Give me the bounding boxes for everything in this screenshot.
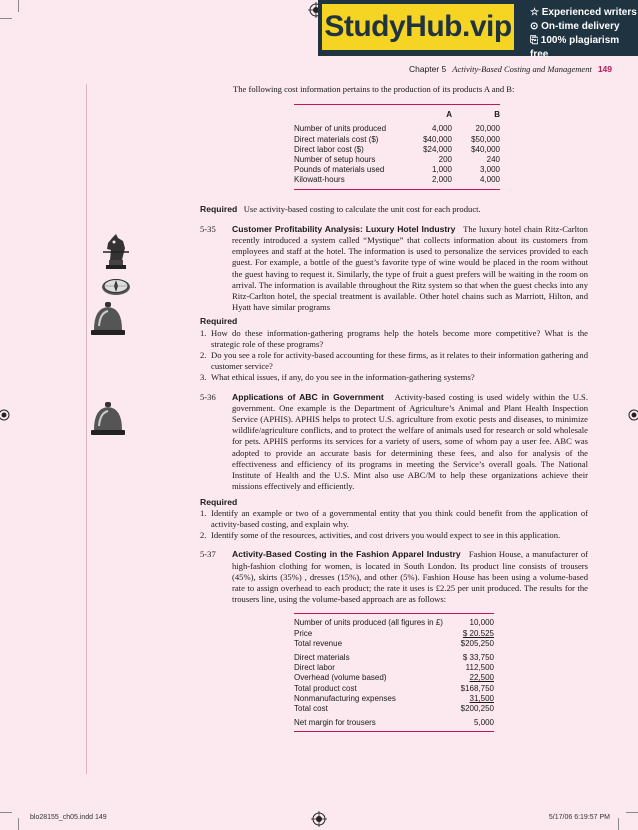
required-line [200, 204, 588, 215]
list-item: 1. How do these information-gathering programs help the hotels become more competitive? What is the strategic role of these programs? [200, 327, 588, 349]
table-row [294, 175, 500, 185]
slug-timestamp: 5/17/06 6:19:57 PM [548, 814, 610, 821]
table-row [294, 145, 500, 155]
studyhub-banner[interactable] [318, 0, 638, 60]
cell-a: 2,000 [431, 175, 452, 185]
table-header-row [294, 110, 500, 120]
crop-mark [626, 812, 638, 813]
table-rule [294, 613, 494, 614]
table-rule [294, 104, 500, 105]
brand-logo[interactable]: StudyHub.vip [322, 4, 514, 50]
compass-icon [100, 275, 132, 297]
cost-table-a-b [294, 104, 500, 189]
crop-mark [618, 818, 619, 830]
problem-number: 5-35 [200, 223, 216, 234]
service-bell-icon [90, 300, 126, 338]
list-item: 1. Identify an example or two of a governmental entity that you think could benefit from the application of activity-based costing, and explain why. [200, 507, 588, 529]
list-item: 2. Identify some of the resources, activities, and cost drivers you would expect to see in this application. [200, 530, 561, 541]
feature-list [530, 6, 638, 62]
column-header: B [494, 110, 500, 120]
cell-a: 200 [438, 155, 452, 165]
trousers-cost-table [294, 613, 494, 732]
slug-filename: blo28155_ch05.indd 149 [30, 814, 107, 821]
cell-b: 3,000 [479, 165, 500, 175]
table-row: Direct labor 112,500 [294, 663, 494, 673]
cell-b: $50,000 [471, 134, 500, 144]
table-row: Nonmanufacturing expenses 31,500 [294, 693, 494, 703]
problem-title: Applications of ABC in Government [232, 391, 384, 402]
row-label: Number of setup hours [294, 155, 376, 165]
cell-a: $24,000 [423, 144, 452, 154]
page-number: 149 [597, 64, 612, 74]
running-head [409, 64, 612, 74]
list-item: 3. What ethical issues, if any, do you see in the information-gathering systems? [200, 372, 475, 383]
cell-a: 4,000 [431, 124, 452, 134]
question-list [200, 508, 588, 542]
crop-mark [18, 0, 19, 12]
table-row [294, 124, 500, 134]
row-label: Kilowatt-hours [294, 175, 345, 185]
table-row: Net margin for trousers 5,000 [294, 718, 494, 728]
chapter-title: Activity-Based Costing and Management [452, 64, 592, 74]
table-row: Direct materials $ 33,750 [294, 652, 494, 662]
cell-b: 240 [486, 155, 500, 165]
row-label: Pounds of materials used [294, 165, 385, 175]
feature-item: ⊙ On-time delivery [530, 21, 620, 32]
table-rule [294, 189, 500, 190]
row-label: Direct materials cost ($) [294, 134, 379, 144]
problem-5-37 [200, 549, 588, 605]
row-label: Direct labor cost ($) [294, 144, 364, 154]
registration-mark-icon [624, 407, 638, 423]
crop-mark [18, 818, 19, 830]
print-slug [30, 814, 610, 821]
required-heading: Required [200, 496, 238, 507]
cell-a: 1,000 [431, 165, 452, 175]
cell-b: $40,000 [471, 144, 500, 154]
table-row [294, 155, 500, 165]
crop-mark [0, 812, 12, 813]
feature-item: ⎘ 100% plagiarism free [530, 35, 620, 60]
required-heading: Required [200, 316, 238, 327]
required-text: Use activity-based costing to calculate the unit cost for each product. [243, 203, 481, 214]
table-row: Total cost $200,250 [294, 703, 494, 713]
intro-text: The following cost information pertains to the production of its products A and B: [233, 84, 515, 94]
table-row [294, 135, 500, 145]
page-body [200, 84, 588, 732]
table-row: Overhead (volume based) 22,500 [294, 673, 494, 683]
feature-item: ☆ Experienced writers [530, 7, 637, 18]
column-header: A [446, 110, 452, 120]
chess-knight-icon [100, 232, 132, 270]
cell-a: $40,000 [423, 134, 452, 144]
problem-number: 5-36 [200, 391, 216, 402]
problem-5-35 [200, 224, 588, 314]
registration-mark-icon [0, 407, 14, 423]
required-label: Required [200, 203, 238, 214]
table-row: Number of units produced (all figures in £) 10,000 [294, 618, 494, 628]
problem-text: Fashion House, a manufacturer of high-fashion clothing for women, is located in South London. Its product line consists of trousers (45%), skirts (35%) , dresses (15%), and other (5%). Fashion House has been using a volume-based rate to assign overhead to each product; the rate it uses is £2.25 per unit produced. The results for the trousers line, using the volume-based approach are as follows: [232, 549, 588, 605]
problem-text: Activity-based costing is used widely within the U.S. government. One example is the Department of Agriculture’s Animal and Plant Health Inspection Service (APHIS). APHIS helps to protect U.S. agriculture from exotic pests and diseases, to minimize wildlife/agriculture conflicts, and to protect the welfare of animals used for research or sold wholesale for pets. APHIS performs its services for a variety of users, some of whom pay a user fee. ABC was adopted to provide an accurate basis for determining these fees, and also for analysis of the effectiveness and efficiency of its programs in meeting the Service’s overall goals. The National Institute of Health and the U.S. Mint also use ABC/M to help these organizations achieve their missions effectively and efficiently. [232, 391, 588, 492]
table-rule [294, 731, 494, 732]
table-row: Total revenue $205,250 [294, 638, 494, 648]
chapter-label: Chapter 5 [408, 64, 447, 74]
question-list [200, 328, 588, 384]
problem-title: Activity-Based Costing in the Fashion Apparel Industry [232, 549, 461, 560]
cell-b: 4,000 [479, 175, 500, 185]
service-bell-icon [90, 400, 126, 438]
problem-title: Customer Profitability Analysis: Luxury Hotel Industry [232, 223, 456, 234]
problem-text: The luxury hotel chain Ritz-Carlton recently introduced a system called “Mystique” that collects information about its customers from employees and staff at the hotel. The information is used to personalize the services provided to each guest. For example, a bottle of the guest’s favorite type of wine would be placed in the room without the guest having to request it. Similarly, the type of fruit a guest prefers will be waiting in the room on arrival. The information is available throughout the Ritz system so that when the guest checks into any Ritz-Carlton hotel, the special treatment is available. Other hotel chains such as Marriott, Hilton, and Hyatt have similar programs [232, 223, 588, 313]
cell-b: 20,000 [475, 124, 500, 134]
table-row [294, 165, 500, 175]
row-label: Number of units produced [294, 124, 387, 134]
crop-mark [0, 18, 12, 19]
list-item: 2. Do you see a role for activity-based accounting for these firms, as it relates to their information gathering and customer service? [200, 350, 588, 372]
problem-5-36 [200, 392, 588, 493]
table-row: Price $ 20.525 [294, 628, 494, 638]
problem-number: 5-37 [200, 549, 216, 560]
table-row: Total product cost $168,750 [294, 683, 494, 693]
